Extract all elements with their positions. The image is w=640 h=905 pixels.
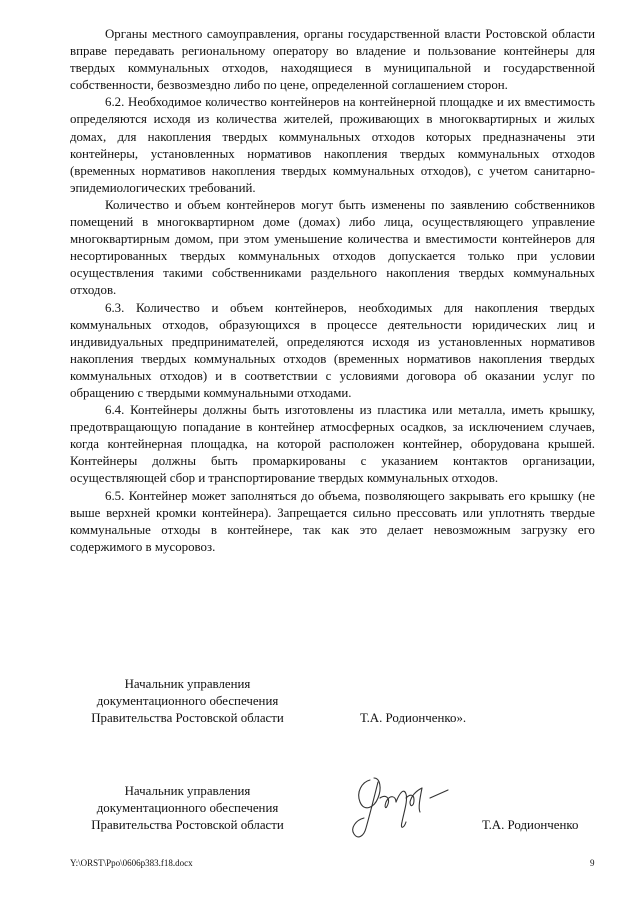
signature-1-name: Т.А. Родионченко». — [360, 711, 467, 725]
paragraph-6-3: 6.3. Количество и объем контейнеров, необходимых для накопления твердых коммунальных отходов, образующихся в процессе деятельности юридических лиц и индивидуальных предпринимателей, определяются исходя из установленных нормативов накопления твердых коммунальных отходов (временных нормативов накопления твердых коммунальных отходов) и в соответствии с условиями договора об оказании услуг по обращению с твердыми коммунальными отходами. — [70, 300, 595, 400]
signature-2-title-line3: Правительства Ростовской области — [91, 818, 284, 833]
paragraph-6-4: 6.4. Контейнеры должны быть изготовлены из пластика или металла, иметь крышку, предотвращающую попадание в контейнер атмосферных осадков, за исключением случаев, когда контейнерная площадка, на которой расположен контейнер, оборудована крышей. Контейнеры должны быть промаркированы с указанием контактов организации, осуществляющей сбор и транспортирование твердых коммунальных отходов. — [70, 403, 595, 486]
paragraph-6-2: 6.2. Необходимое количество контейнеров на контейнерной площадке и их вместимость определяются исходя из количества жителей, проживающих в многоквартирных и жилых домах, для накопления твердых коммунальных отходов которых предназначены эти контейнеры, установленных нормативов накопления твердых коммунальных отходов (временных нормативов накопления твердых коммунальных отходов), с учетом санитарно-эпидемиологических требований. — [70, 95, 595, 195]
signature-block-2 — [70, 783, 595, 835]
signature-1-title-line1: Начальник управления — [124, 677, 251, 691]
signature-1-position — [70, 676, 305, 727]
document-body — [70, 26, 595, 556]
signature-1-title-line2: документационного обеспечения — [96, 694, 279, 709]
handwritten-signature — [340, 768, 455, 848]
signature-block-1 — [70, 676, 595, 728]
paragraph-container-change: Количество и объем контейнеров могут быть изменены по заявлению собственников помещений в многоквартирном доме (домах) либо лица, осуществляющего управление многоквартирным домом, при этом уменьшение количества и вместимости контейнеров для несортированных твердых коммунальных отходов допускается только при условии осуществления такими собственниками раздельного накопления твердых коммунальных отходов. — [70, 197, 595, 298]
paragraph-owners-transfer: Органы местного самоуправления, органы государственной власти Ростовской области вправе передавать региональному оператору во владение и пользование контейнеры для твердых коммунальных отходов, находящиеся в муниципальной и государственной собственности, безвозмездно либо по цене, определенной соглашением сторон. — [70, 27, 595, 93]
footer-page-number: 9 — [590, 858, 595, 868]
signature-2-position — [70, 783, 305, 834]
footer-file-path: Y:\ORST\Ppo\0606p383.f18.docx — [70, 858, 193, 868]
signature-2-title-line2: документационного обеспечения — [96, 801, 279, 816]
paragraph-6-5: 6.5. Контейнер может заполняться до объема, позволяющего закрывать его крышку (не выше верхней кромки контейнера). Запрещается сильно прессовать или уплотнять твердые коммунальные отходы в контейнере, так как это делает невозможным загрузку его содержимого в мусоровоз. — [70, 488, 595, 554]
signature-1-title-line3: Правительства Ростовской области — [91, 711, 284, 726]
signature-2-name: Т.А. Родионченко — [482, 818, 579, 832]
signature-2-title-line1: Начальник управления — [124, 784, 251, 798]
